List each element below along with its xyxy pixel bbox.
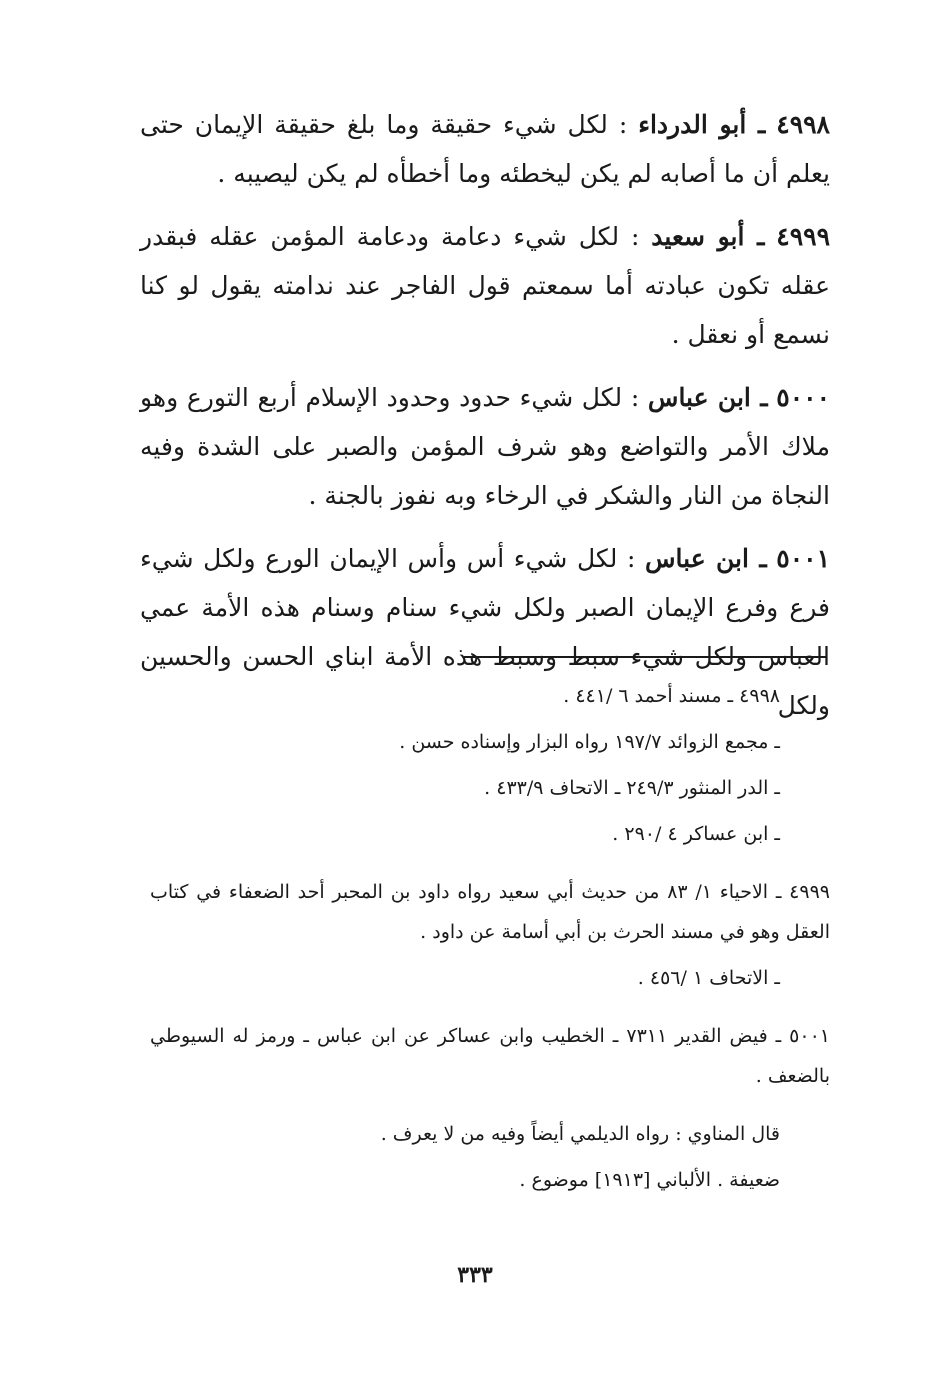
entry-4998: ٤٩٩٨ ـ أبو الدرداء : لكل شيء حقيقة وما بلغ حقيقة الإيمان حتى يعلم أن ما أصابه لم يكن ليخطئه وما أخطأه لم يكن ليصيبه . [140,110,830,188]
footnotes [150,676,830,1206]
entry-text: لكل شيء دعامة ودعامة المؤمن عقله فبقدر عقله تكون عبادته أما سمعتم قول الفاجر عند ندامته يقول لو كنا نسمع أو نعقل . [140,222,830,349]
footnote: ٤٩٩٨ ـ مسند أحمد ٦ /٤٤١ . [563,685,780,707]
footnote: ـ الاتحاف ١ /٤٥٦ . [637,967,780,989]
footnote: ـ ابن عساكر ٤ /٢٩٠ . [612,823,780,845]
footnote: ٥٠٠١ ـ فيض القدير ٧٣١١ ـ الخطيب وابن عساكر عن ابن عباس ـ ورمز له السيوطي بالضعف . [150,1025,830,1087]
entry-narrator: ابن عباس [645,544,749,573]
page-number: ٣٣٣ [457,1262,493,1288]
entry-narrator: ابن عباس [647,383,751,412]
entry-number: ٤٩٩٨ [776,110,830,139]
footnote-divider [464,656,826,658]
main-text [140,100,830,744]
entry-number: ٤٩٩٩ [776,222,831,251]
entry-text: لكل شيء حدود وحدود الإسلام أربع التورع وهو ملاك الأمر والتواضع وهو شرف المؤمن والصبر على الشدة وفيه النجاة من النار والشكر في الرخاء وبه نفوز بالجنة . [140,383,830,510]
entry-number: ٥٠٠١ [776,544,831,573]
footnote: ضعيفة . الألباني [١٩١٣] موضوع . [519,1169,780,1191]
footnote: قال المناوي : رواه الديلمي أيضاً وفيه من لا يعرف . [380,1123,780,1145]
entry-text: لكل شيء أس وأس الإيمان الورع ولكل شيء فرع وفرع الإيمان الصبر ولكل شيء سنام وسنام هذه الأمة عمي العباس ولكل شيء سبط وسبط هذه الأمة ابناي الحسن والحسين ولكل [140,544,830,720]
entry-5001: ٥٠٠١ ـ ابن عباس : لكل شيء أس وأس الإيمان الورع ولكل شيء فرع وفرع الإيمان الصبر ولكل شيء سنام وسنام هذه الأمة عمي العباس ولكل شيء سبط وسبط هذه الأمة ابناي الحسن والحسين ولكل [140,544,831,720]
entry-narrator: أبو الدرداء [638,110,747,139]
footnote: ـ مجمع الزوائد ١٩٧/٧ رواه البزار وإسناده حسن . [399,731,780,753]
footnote: ٤٩٩٩ ـ الاحياء ١/ ٨٣ من حديث أبي سعيد رواه داود بن المحبر أحد الضعفاء في كتاب العقل وهو في مسند الحرث بن أبي أسامة عن داود . [150,881,830,943]
entry-4999: ٤٩٩٩ ـ أبو سعيد : لكل شيء دعامة ودعامة المؤمن عقله فبقدر عقله تكون عبادته أما سمعتم قول الفاجر عند ندامته يقول لو كنا نسمع أو نعقل . [140,222,831,349]
entry-5000: ٥٠٠٠ ـ ابن عباس : لكل شيء حدود وحدود الإسلام أربع التورع وهو ملاك الأمر والتواضع وهو شرف المؤمن والصبر على الشدة وفيه النجاة من النار والشكر في الرخاء وبه نفوز بالجنة . [140,383,831,510]
entry-text: لكل شيء حقيقة وما بلغ حقيقة الإيمان حتى يعلم أن ما أصابه لم يكن ليخطئه وما أخطأه لم يكن ليصيبه . [140,110,830,188]
footnote: ـ الدر المنثور ٢٤٩/٣ ـ الاتحاف ٤٣٣/٩ . [484,777,780,799]
entry-number: ٥٠٠٠ [776,383,831,412]
entry-narrator: أبو سعيد [651,222,745,251]
